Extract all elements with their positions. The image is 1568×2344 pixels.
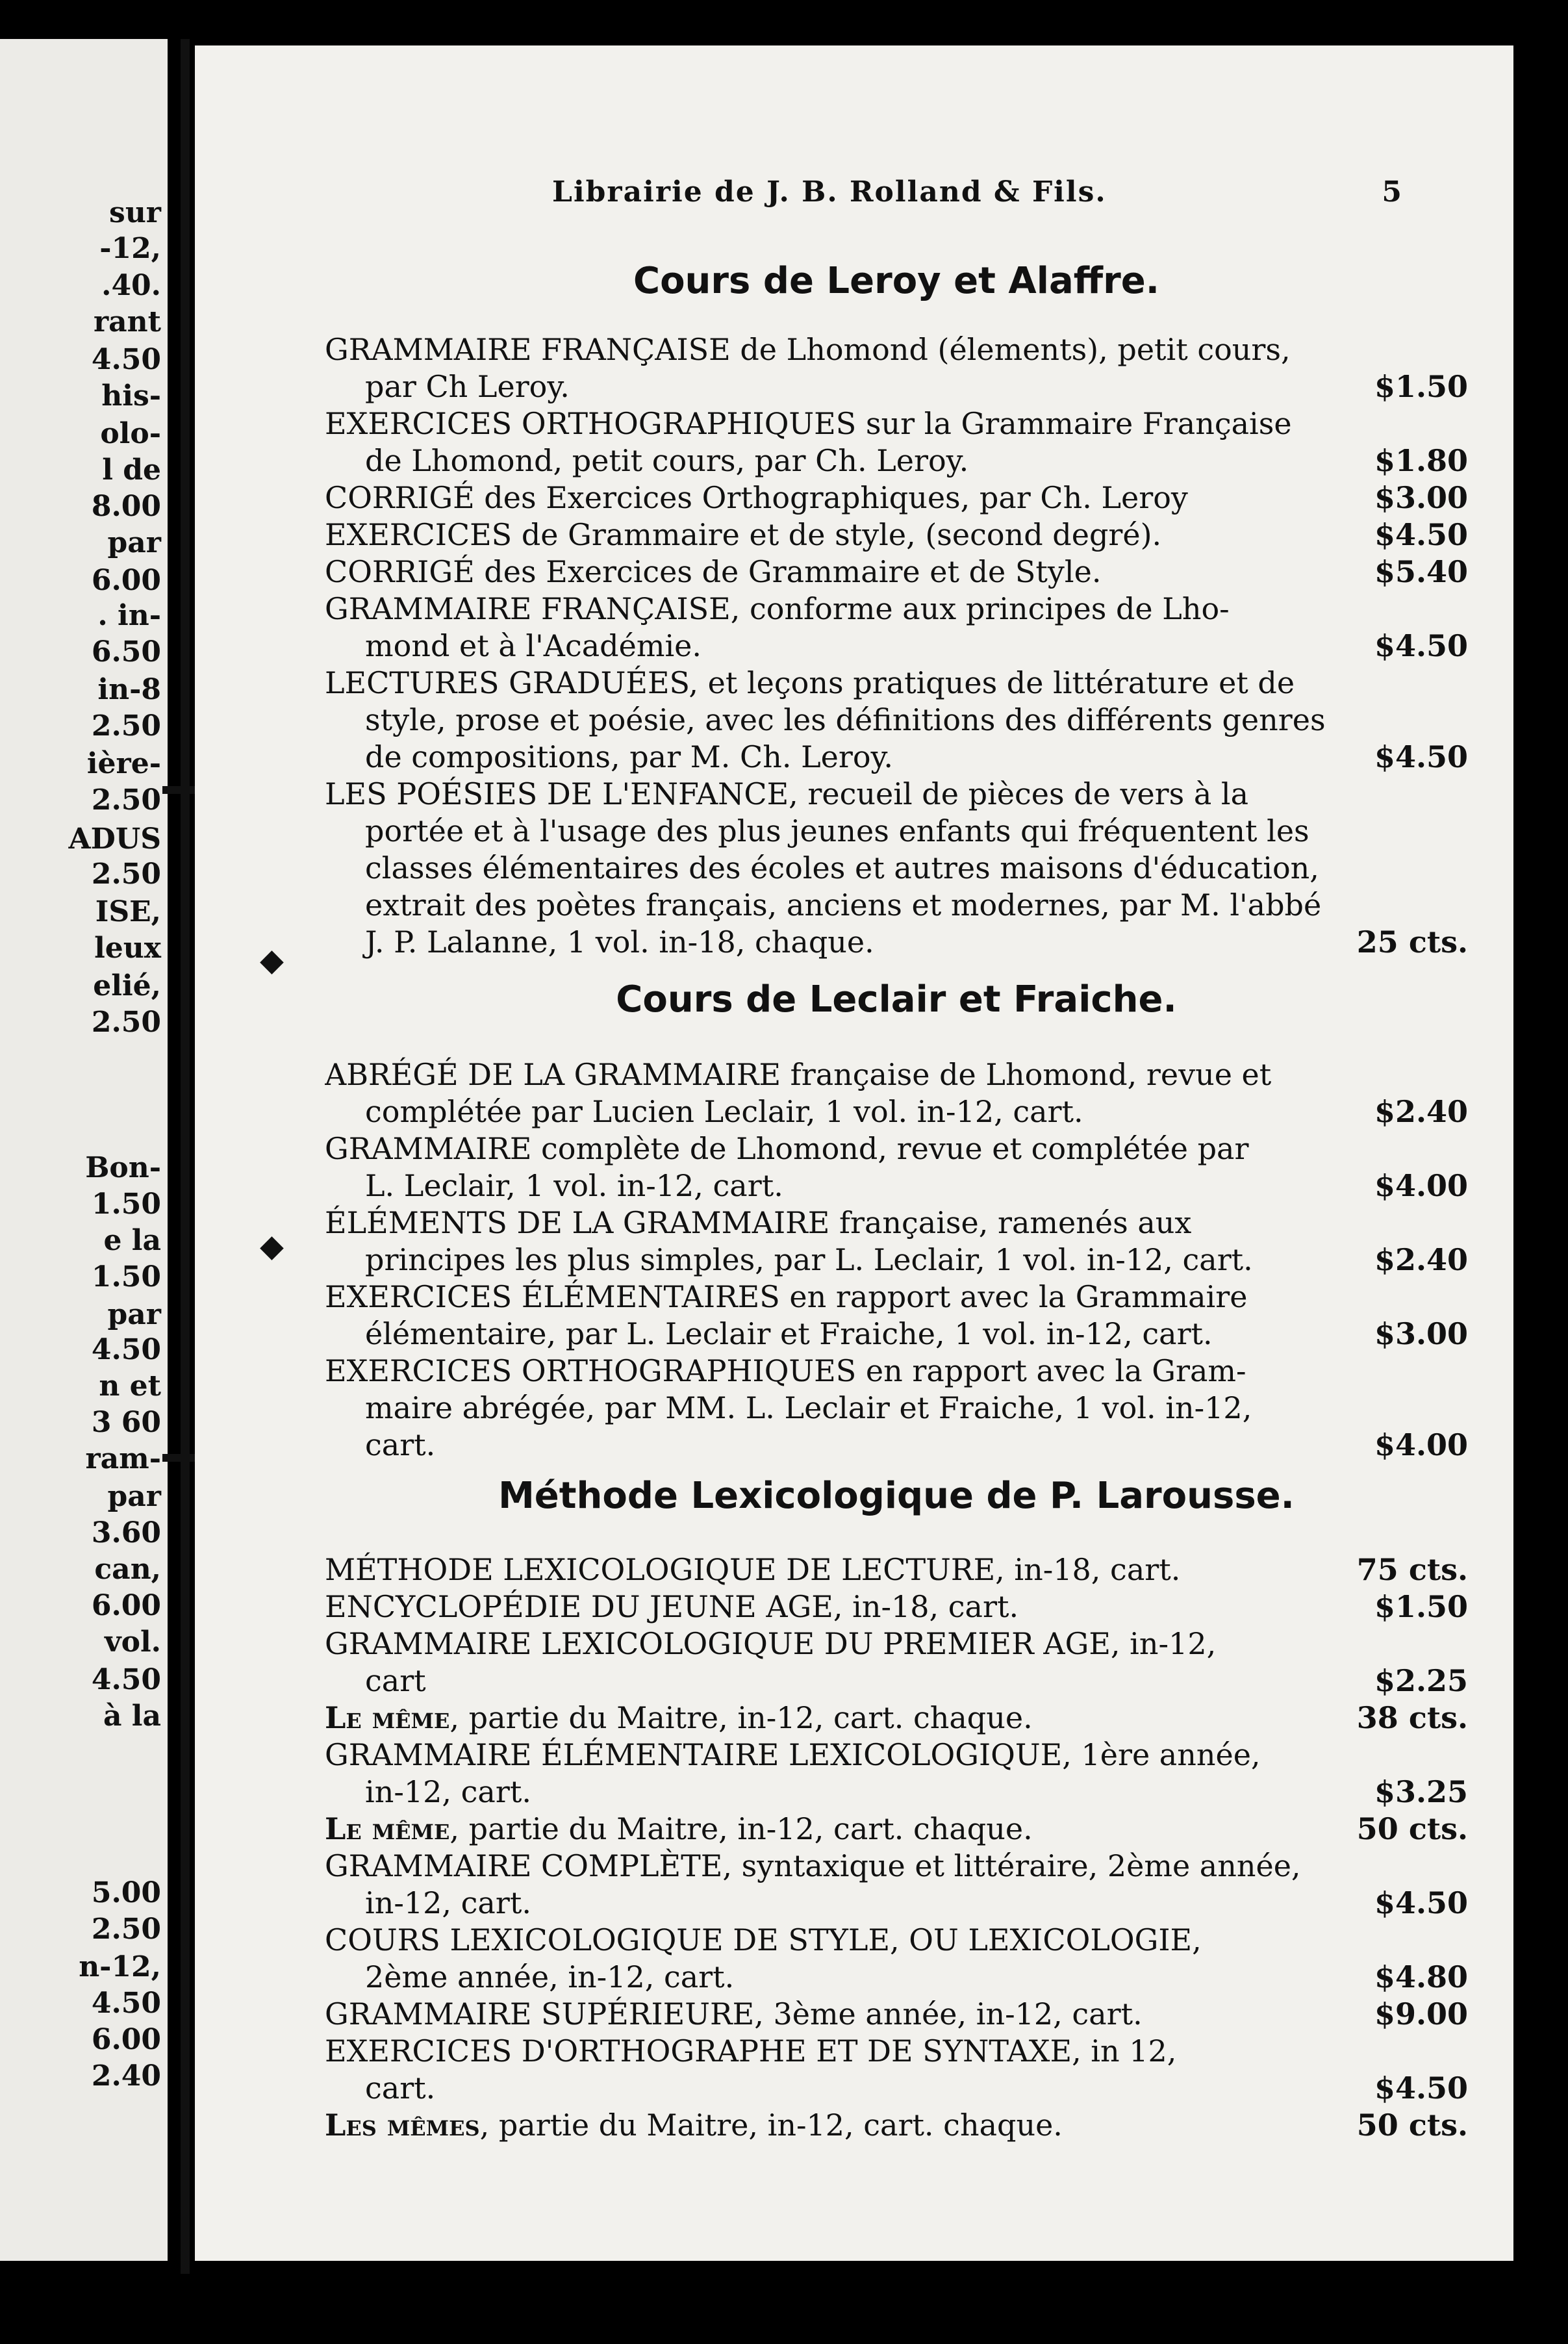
left-page-text-fragment: 6.00 [91, 2023, 161, 2056]
left-page-text-fragment: n et [99, 1369, 161, 1403]
entry-text: EXERCICES ÉLÉMENTAIRES en rapport avec la Grammaire [325, 1279, 1248, 1314]
entry-line [325, 665, 1468, 702]
entry-text: complétée par Lucien Leclair, 1 vol. in-12, cart. [365, 1094, 1083, 1129]
entry-line [325, 479, 1468, 516]
entry-text: COURS LEXICOLOGIQUE DE STYLE, OU LEXICOLOGIE, [325, 1922, 1202, 1957]
entry-text: J. P. Lalanne, 1 vol. in-18, chaque. [365, 924, 874, 960]
entry-price: $4.00 [1374, 1168, 1468, 1203]
left-page-text-fragment: 4.50 [91, 1333, 161, 1366]
entry-line [325, 1316, 1468, 1353]
left-page-text-fragment: n-12, [79, 1950, 161, 1983]
entry-price: $4.80 [1374, 1959, 1468, 1994]
left-page-text-fragment: ISE, [95, 895, 161, 928]
catalog-entry [325, 1588, 1468, 1625]
entry-price: $4.50 [1374, 2070, 1468, 2106]
entry-line [325, 1551, 1468, 1588]
entry-line [325, 2070, 1468, 2107]
entry-line [325, 739, 1468, 776]
entry-line [325, 405, 1468, 442]
entry-text: portée et à l'usage des plus jeunes enfants qui fréquentent les [365, 813, 1309, 848]
entry-price: 25 cts. [1356, 924, 1468, 960]
entry-text: GRAMMAIRE LEXICOLOGIQUE DU PREMIER AGE, in-12, [325, 1626, 1217, 1661]
left-page-text-fragment: leux [94, 932, 161, 965]
entry-text: MÉTHODE LEXICOLOGIQUE DE LECTURE, in-18, cart. [325, 1552, 1181, 1587]
entry-price: $4.50 [1374, 517, 1468, 552]
catalog-entry [325, 1996, 1468, 2033]
entry-line [325, 368, 1468, 405]
entry-text: cart. [365, 2070, 436, 2106]
entry-text: maire abrégée, par MM. L. Leclair et Fraiche, 1 vol. in-12, [365, 1390, 1252, 1425]
left-page-text-fragment: par [107, 1298, 161, 1331]
entry-text: LES POÉSIES DE L'ENFANCE, recueil de pièces de vers à la [325, 776, 1249, 811]
entry-price: $4.50 [1374, 739, 1468, 774]
catalog-entry [325, 554, 1468, 591]
entry-line [325, 1242, 1468, 1279]
left-page-text-fragment: 3 60 [91, 1406, 161, 1439]
left-page-text-fragment: ADUS [68, 822, 161, 856]
entry-line [325, 776, 1468, 813]
entry-price: $9.00 [1374, 1996, 1468, 2032]
left-page-fragment [0, 39, 168, 2261]
entry-line [325, 1167, 1468, 1204]
left-page-text-fragment: .40. [101, 269, 161, 302]
entry-line [325, 1848, 1468, 1885]
entry-line [325, 924, 1468, 961]
left-page-text-fragment: Bon- [85, 1151, 161, 1184]
entry-price: $3.00 [1374, 480, 1468, 515]
left-page-text-fragment: 1.50 [91, 1260, 161, 1293]
entry-text: GRAMMAIRE complète de Lhomond, revue et complétée par [325, 1131, 1249, 1166]
margin-mark-icon: ◆ [260, 942, 284, 978]
entry-line [325, 1811, 1468, 1848]
catalog-entry [325, 1551, 1468, 1588]
entry-text: GRAMMAIRE FRANÇAISE, conforme aux principes de Lho- [325, 591, 1230, 626]
left-page-text-fragment: -12, [99, 232, 161, 265]
entry-price: $1.50 [1374, 369, 1468, 404]
entry-price: $1.50 [1374, 1589, 1468, 1624]
entry-line [325, 331, 1468, 368]
left-page-text-fragment: 2.40 [91, 2059, 161, 2093]
entry-line [325, 1625, 1468, 1662]
entry-line [325, 1390, 1468, 1427]
catalog-entry [325, 776, 1468, 961]
entry-text: CORRIGÉ des Exercices Orthographiques, par Ch. Leroy [325, 480, 1188, 515]
entry-line [325, 1737, 1468, 1774]
catalog-entry [325, 1279, 1468, 1353]
catalog-entry [325, 1737, 1468, 1811]
entry-text: GRAMMAIRE ÉLÉMENTAIRE LEXICOLOGIQUE, 1ère année, [325, 1737, 1261, 1772]
entry-text: ABRÉGÉ DE LA GRAMMAIRE française de Lhomond, revue et [325, 1057, 1272, 1092]
left-page-text-fragment: par [107, 1480, 161, 1513]
left-page-text-fragment: 2.50 [91, 858, 161, 891]
entry-text: style, prose et poésie, avec les définitions des différents genres [365, 702, 1326, 737]
left-page-text-fragment: ram- [85, 1442, 161, 1475]
entry-text: L. Leclair, 1 vol. in-12, cart. [365, 1168, 783, 1203]
left-page-text-fragment: can, [94, 1553, 161, 1586]
catalog-entry [325, 2107, 1468, 2144]
entry-line [325, 1427, 1468, 1464]
left-page-text-fragment: 3.60 [91, 1516, 161, 1549]
page-number: 5 [1382, 175, 1403, 209]
entry-line [325, 591, 1468, 628]
left-page-text-fragment: 4.50 [91, 1663, 161, 1696]
entry-text: principes les plus simples, par L. Leclair, 1 vol. in-12, cart. [365, 1242, 1253, 1277]
entry-line [325, 554, 1468, 591]
entry-line [325, 1885, 1468, 1922]
catalog-entry [325, 1811, 1468, 1848]
entry-price: $5.40 [1374, 554, 1468, 589]
entry-line [325, 1204, 1468, 1242]
header-title: Librairie de J. B. Rolland & Fils. [552, 175, 1107, 209]
left-page-text-fragment: 1.50 [91, 1188, 161, 1221]
left-page-text-fragment: elié, [93, 969, 161, 1002]
entry-line [325, 1700, 1468, 1737]
entry-text: extrait des poètes français, anciens et modernes, par M. l'abbé [365, 887, 1322, 923]
entry-line [325, 1774, 1468, 1811]
left-page-text-fragment: 8.00 [91, 490, 161, 523]
entry-text: cart. [365, 1427, 436, 1462]
left-page-text-fragment: à la [103, 1700, 161, 1733]
left-page-text-fragment: 2.50 [91, 709, 161, 743]
left-page-text-fragment: vol. [105, 1625, 161, 1659]
entry-price: $3.00 [1374, 1316, 1468, 1351]
catalog-entry [325, 665, 1468, 776]
entry-text: de compositions, par M. Ch. Leroy. [365, 739, 894, 774]
entry-line [325, 1996, 1468, 2033]
left-page-text-fragment: olo- [100, 417, 161, 450]
left-page-text-fragment: 6.50 [91, 635, 161, 669]
entry-line [325, 1353, 1468, 1390]
entry-text: GRAMMAIRE FRANÇAISE de Lhomond (élements), petit cours, [325, 332, 1291, 367]
entry-line [325, 1279, 1468, 1316]
entry-text: in-12, cart. [365, 1774, 531, 1809]
entry-price: $3.25 [1374, 1774, 1468, 1809]
entry-line [325, 1959, 1468, 1996]
entry-text: , partie du Maitre, in-12, cart. chaque. [449, 1700, 1033, 1735]
section-title: Cours de Leclair et Fraiche. [616, 978, 1177, 1021]
catalog-page [195, 45, 1513, 2261]
left-page-text-fragment: 2.50 [91, 1913, 161, 1946]
running-header [260, 175, 1403, 221]
entry-price: 75 cts. [1356, 1552, 1468, 1587]
entry-text: LECTURES GRADUÉES, et leçons pratiques de littérature et de [325, 665, 1295, 700]
catalog-entry [325, 1848, 1468, 1922]
catalog-entry [325, 591, 1468, 665]
catalog-entry [325, 1700, 1468, 1737]
left-page-text-fragment: in-8 [97, 673, 161, 706]
left-page-text-fragment: his- [101, 379, 161, 413]
entry-text: EXERCICES de Grammaire et de style, (second degré). [325, 517, 1162, 552]
entry-line [325, 887, 1468, 924]
entry-price: $4.00 [1374, 1427, 1468, 1462]
entry-text: élémentaire, par L. Leclair et Fraiche, 1 vol. in-12, cart. [365, 1316, 1213, 1351]
catalog-entry [325, 331, 1468, 405]
entry-text: EXERCICES ORTHOGRAPHIQUES sur la Grammaire Française [325, 406, 1292, 441]
entry-text: par Ch Leroy. [365, 369, 570, 404]
left-page-text-fragment: 5.00 [91, 1876, 161, 1909]
entry-line [325, 1130, 1468, 1167]
entry-lead: Le même [325, 1811, 450, 1846]
catalog-entry [325, 1353, 1468, 1464]
left-page-text-fragment: rant [93, 305, 161, 338]
entry-price: 50 cts. [1356, 1811, 1468, 1846]
margin-mark-icon: ◆ [260, 1228, 284, 1264]
entry-line [325, 850, 1468, 887]
entry-text: GRAMMAIRE SUPÉRIEURE, 3ème année, in-12, cart. [325, 1996, 1143, 2032]
left-page-text-fragment: 6.00 [91, 564, 161, 597]
entry-price: $4.50 [1374, 1885, 1468, 1920]
left-page-text-fragment: l de [102, 453, 161, 487]
entry-line [325, 702, 1468, 739]
entry-line [325, 2033, 1468, 2070]
entry-text: , partie du Maitre, in-12, cart. chaque. [479, 2108, 1063, 2143]
entry-lead: Le même [325, 1700, 450, 1735]
catalog-entry [325, 1130, 1468, 1204]
entry-line [325, 628, 1468, 665]
entry-price: 50 cts. [1356, 2108, 1468, 2143]
entry-text: classes élémentaires des écoles et autres maisons d'éducation, [365, 850, 1319, 885]
catalog-entry [325, 1056, 1468, 1130]
entry-text: in-12, cart. [365, 1885, 531, 1920]
entry-line [325, 1056, 1468, 1093]
left-page-text-fragment: 2.50 [91, 1006, 161, 1039]
catalog-entry [325, 405, 1468, 479]
entry-line [325, 516, 1468, 554]
catalog-entry [325, 516, 1468, 554]
catalog-entry [325, 2033, 1468, 2107]
left-page-text-fragment: ière- [86, 747, 161, 780]
catalog-entry [325, 1204, 1468, 1279]
binding-gutter [181, 39, 190, 2274]
entry-line [325, 1093, 1468, 1130]
entry-text: de Lhomond, petit cours, par Ch. Leroy. [365, 443, 969, 478]
section-title: Cours de Leroy et Alaffre. [633, 260, 1159, 302]
entry-line [325, 1922, 1468, 1959]
entry-line [325, 1662, 1468, 1700]
section-title: Méthode Lexicologique de P. Larousse. [498, 1475, 1295, 1517]
entry-text: 2ème année, in-12, cart. [365, 1959, 735, 1994]
entry-text: mond et à l'Académie. [365, 628, 702, 663]
entry-text: GRAMMAIRE COMPLÈTE, syntaxique et littéraire, 2ème année, [325, 1848, 1301, 1883]
entry-text: EXERCICES ORTHOGRAPHIQUES en rapport avec la Gram- [325, 1353, 1246, 1388]
left-page-text-fragment: e la [103, 1224, 161, 1257]
left-page-text-fragment: 2.50 [91, 783, 161, 817]
entry-price: $2.25 [1374, 1663, 1468, 1698]
entry-price: $2.40 [1374, 1094, 1468, 1129]
catalog-entry [325, 1625, 1468, 1700]
entry-text: CORRIGÉ des Exercices de Grammaire et de Style. [325, 554, 1102, 589]
entry-line [325, 1588, 1468, 1625]
left-page-text-fragment: 6.00 [91, 1589, 161, 1622]
entry-lead: Les mêmes [325, 2108, 480, 2143]
entry-text: ÉLÉMENTS DE LA GRAMMAIRE française, ramenés aux [325, 1205, 1192, 1240]
left-page-text-fragment: 4.50 [91, 343, 161, 376]
catalog-entry [325, 479, 1468, 516]
entry-price: 38 cts. [1356, 1700, 1468, 1735]
left-page-text-fragment: . in- [97, 599, 161, 632]
left-page-text-fragment: par [107, 526, 161, 559]
entry-line [325, 442, 1468, 479]
entry-text: ENCYCLOPÉDIE DU JEUNE AGE, in-18, cart. [325, 1589, 1019, 1624]
catalog-entry [325, 1922, 1468, 1996]
entry-price: $2.40 [1374, 1242, 1468, 1277]
entry-text: EXERCICES D'ORTHOGRAPHE ET DE SYNTAXE, in 12, [325, 2033, 1177, 2069]
entry-text: cart [365, 1663, 426, 1698]
left-page-text-fragment: 4.50 [91, 1987, 161, 2020]
left-page-text-fragment: sur [109, 196, 161, 229]
entry-line [325, 2107, 1468, 2144]
entry-price: $4.50 [1374, 628, 1468, 663]
entry-text: , partie du Maitre, in-12, cart. chaque. [449, 1811, 1033, 1846]
entry-line [325, 813, 1468, 850]
entry-price: $1.80 [1374, 443, 1468, 478]
